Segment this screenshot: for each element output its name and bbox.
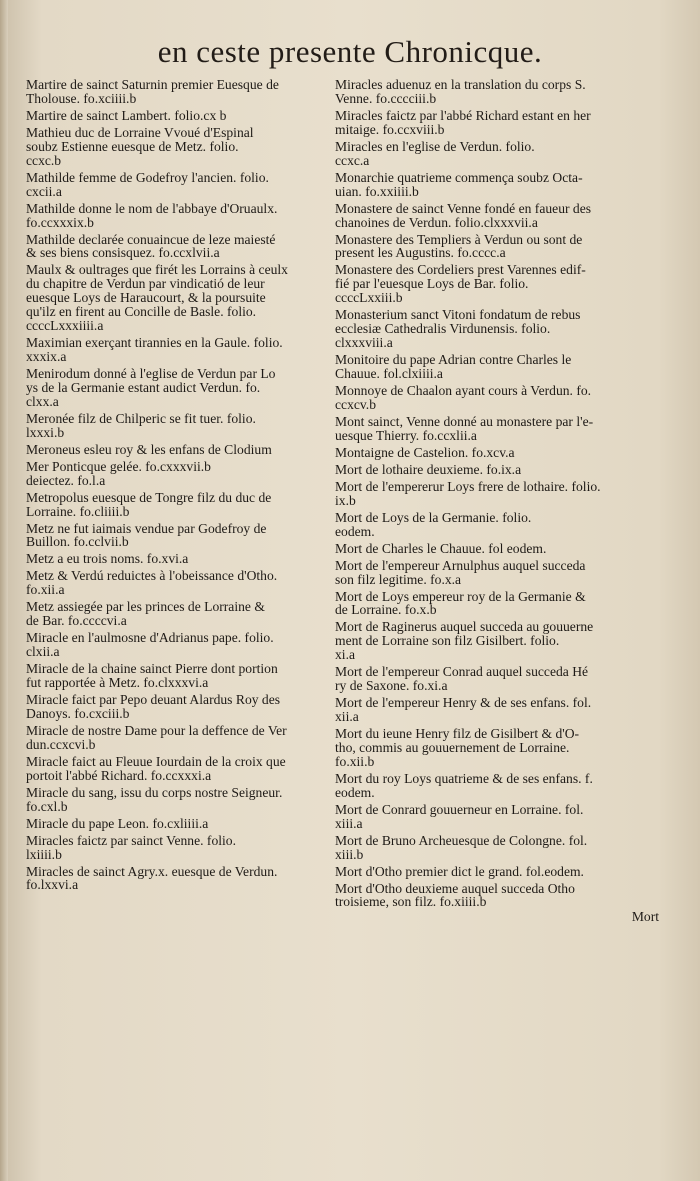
index-entry-line: Miracles aduenuz en la translation du corps S. — [335, 77, 586, 92]
index-entry — [26, 522, 344, 550]
index-entry-line: uian. fo.xxiiii.b — [335, 183, 419, 199]
index-entry — [26, 202, 344, 230]
index-entry-line: soubz Estienne euesque de Metz. folio. — [26, 138, 239, 154]
index-entry-line: dun.ccxcvi.b — [26, 736, 96, 752]
index-entry — [26, 491, 344, 519]
index-entry — [26, 786, 344, 814]
index-column-right — [335, 78, 663, 924]
index-column-left — [26, 78, 344, 895]
index-entry-line: Miracle en l'aulmosne d'Adrianus pape. folio. — [26, 630, 274, 646]
index-entry-line: qu'ilz en firent au Concille de Basle. folio. — [26, 304, 257, 320]
index-entry — [335, 480, 663, 508]
index-entry-line: cxcii.a — [26, 183, 62, 199]
index-entry-line: Tholouse. fo.xciiii.b — [26, 90, 137, 106]
index-entry-line: Mort d'Otho deuxieme auquel succeda Otho — [335, 880, 575, 896]
index-entry-line: Mathilde femme de Godefroy l'ancien. folio. — [26, 169, 269, 185]
index-entry-line: chanoines de Verdun. folio.clxxxvii.a — [335, 214, 538, 230]
index-entry-line: ccccLxxiii.b — [335, 290, 403, 306]
index-entry-line: xii.a — [335, 709, 359, 725]
index-entry-line: Meroneus esleu roy & les enfans de Clodium — [26, 441, 272, 457]
index-entry — [335, 727, 663, 769]
index-entry-line: Miracle du pape Leon. fo.cxliiii.a — [26, 815, 209, 831]
index-entry — [335, 78, 663, 106]
index-entry-line: present les Augustins. fo.cccc.a — [335, 245, 506, 261]
index-entry-line: xiii.b — [335, 846, 364, 862]
index-entry — [26, 126, 344, 168]
index-entry — [335, 865, 663, 879]
index-entry — [335, 109, 663, 137]
index-entry-line: Metz ne fut iaimais vendue par Godefroy de — [26, 520, 267, 536]
index-entry-line: fo.xii.b — [335, 753, 375, 769]
index-entry-line: Mort d'Otho premier dict le grand. fol.eodem. — [335, 863, 584, 879]
index-entry-line: Menirodum donné à l'eglise de Verdun par Lo — [26, 365, 276, 381]
index-entry — [26, 460, 344, 488]
index-entry — [335, 882, 663, 910]
index-entry-line: xiii.a — [335, 815, 363, 831]
index-entry-line: son filz legitime. fo.x.a — [335, 571, 462, 587]
index-entry-line: Miracles faictz par l'abbé Richard estant en her — [335, 107, 591, 123]
index-entry — [335, 384, 663, 412]
index-entry — [335, 559, 663, 587]
index-entry — [26, 367, 344, 409]
index-entry-line: fié par l'euesque Loys de Bar. folio. — [335, 276, 529, 292]
index-entry-line: Lorraine. fo.cliiii.b — [26, 503, 130, 519]
index-entry-line: xxxix.a — [26, 348, 67, 364]
index-entry-line: ccxc.a — [335, 152, 370, 168]
index-entry — [335, 803, 663, 831]
index-entry — [335, 446, 663, 460]
index-entry-line: Mort de l'empereur Conrad auquel succeda Hé — [335, 664, 589, 680]
index-entry-line: & ses biens consisquez. fo.ccxlvii.a — [26, 245, 220, 261]
index-entry — [26, 834, 344, 862]
index-entry-line: ecclesiæ Cathedralis Virdunensis. folio. — [335, 321, 551, 337]
index-entry-line: Mort de Bruno Archeuesque de Colongne. fol. — [335, 832, 588, 848]
index-entry-line: Mort de Loys empereur roy de la Germanie & — [335, 588, 586, 604]
index-entry-line: Monarchie quatrieme commença soubz Octa- — [335, 169, 583, 185]
index-entry — [26, 412, 344, 440]
index-entry-line: de Bar. fo.ccccvi.a — [26, 613, 127, 629]
index-entry-line: Buillon. fo.cclvii.b — [26, 534, 129, 550]
index-entry-line: du chapitre de Verdun par vindicatió de leur — [26, 276, 265, 292]
index-entry-line: Miracles faictz par sainct Venne. folio. — [26, 832, 236, 848]
index-entry-line: Mort du roy Loys quatrieme & de ses enfans. f. — [335, 770, 593, 786]
index-entry-line: Metz assiegée par les princes de Lorraine & — [26, 599, 265, 615]
index-entry — [335, 233, 663, 261]
index-entry — [335, 696, 663, 724]
index-entry — [26, 755, 344, 783]
index-entry — [26, 600, 344, 628]
index-entry-line: ys de la Germanie estant audict Verdun. fo. — [26, 379, 261, 395]
index-entry-line: uesque Thierry. fo.ccxlii.a — [335, 427, 477, 443]
index-entry-line: Martire de sainct Lambert. folio.cx b — [26, 107, 227, 123]
index-entry-line: lxxxi.b — [26, 424, 65, 440]
index-entry-line: fo.xii.a — [26, 582, 65, 598]
index-entry-line: fo.ccxxxix.b — [26, 214, 94, 230]
index-entry — [26, 78, 344, 106]
index-entry — [335, 308, 663, 350]
index-entry-line: Maulx & oultrages que firét les Lorrains à ceulx — [26, 262, 288, 278]
index-entry-line: Mer Ponticque gelée. fo.cxxxvii.b — [26, 458, 211, 474]
index-entry-line: lxiiii.b — [26, 846, 62, 862]
index-entry-line: Martire de sainct Saturnin premier Euesque de — [26, 77, 279, 92]
index-entry-line: ment de Lorraine son filz Gisilbert. folio. — [335, 633, 560, 649]
index-entry-line: xi.a — [335, 647, 356, 663]
index-entry — [335, 202, 663, 230]
index-entry-line: clxxxviii.a — [335, 335, 393, 351]
index-entry-line: Mathilde declarée conuaincue de leze maiesté — [26, 231, 276, 247]
page-gutter-shadow — [0, 0, 8, 1181]
index-entry — [335, 511, 663, 539]
index-entry-line: Metz a eu trois noms. fo.xvi.a — [26, 551, 189, 567]
index-entry-line: troisieme, son filz. fo.xiiii.b — [335, 894, 487, 910]
index-entry-line: Miracle de nostre Dame pour la deffence de Ver — [26, 722, 287, 738]
index-entry-line: Miracles de sainct Agry.x. euesque de Verdun. — [26, 863, 278, 879]
index-entry-line: Danoys. fo.cxciii.b — [26, 705, 130, 721]
index-entry-line: eodem. — [335, 784, 375, 800]
index-entry-line: Mathieu duc de Lorraine Vvoué d'Espinal — [26, 124, 254, 140]
index-entry — [335, 171, 663, 199]
index-entry-line: Mort de Charles le Chauue. fol eodem. — [335, 540, 547, 556]
page-heading: en ceste presente Chronicque. — [157, 34, 543, 69]
index-entry-line: Miracle de la chaine sainct Pierre dont portion — [26, 661, 278, 677]
index-entry-line: Monnoye de Chaalon ayant cours à Verdun. fo. — [335, 382, 592, 398]
index-entry — [26, 336, 344, 364]
index-entry-line: Mathilde donne le nom de l'abbaye d'Oruaulx. — [26, 200, 278, 216]
index-entry — [26, 631, 344, 659]
index-entry-line: Chauue. fol.clxiiii.a — [335, 365, 443, 381]
index-entry-line: Meronée filz de Chilperic se fit tuer. folio. — [26, 410, 256, 426]
index-entry — [335, 542, 663, 556]
index-entry-line: ccxcv.b — [335, 396, 377, 412]
index-entry-line: Metropolus euesque de Tongre filz du duc de — [26, 489, 272, 505]
index-entry-line: ccxc.b — [26, 152, 62, 168]
index-entry-line: mitaige. fo.ccxviii.b — [335, 121, 445, 137]
index-entry — [335, 772, 663, 800]
index-entry-line: Mort de lothaire deuxieme. fo.ix.a — [335, 461, 522, 477]
index-entry-line: Mort de l'empereur Arnulphus auquel succeda — [335, 557, 586, 573]
index-entry — [335, 140, 663, 168]
index-entry-line: deiectez. fo.l.a — [26, 472, 106, 488]
index-entry-line: Mont sainct, Venne donné au monastere par l'e- — [335, 413, 594, 429]
index-entry-line: Venne. fo.cccciii.b — [335, 90, 437, 106]
index-entry-line: Miracle faict au Fleuue Iourdain de la croix que — [26, 753, 286, 769]
index-entry — [26, 724, 344, 752]
index-entry — [26, 569, 344, 597]
index-entry-line: Mort de l'empererur Loys frere de lothaire. folio. — [335, 478, 601, 494]
index-entry-line: Mort de l'empereur Henry & de ses enfans. fol. — [335, 695, 592, 711]
index-entry-line: Mort de Raginerus auquel succeda au gouuerne — [335, 619, 594, 635]
index-entry-line: eodem. — [335, 523, 375, 539]
index-entry-line: Mort de Conrard gouuerneur en Lorraine. fol. — [335, 801, 584, 817]
index-entry-line: Miracle du sang, issu du corps nostre Seigneur. — [26, 784, 283, 800]
index-entry-line: Mort du ieune Henry filz de Gisilbert & d'O- — [335, 726, 580, 742]
index-entry-line: fo.cxl.b — [26, 798, 68, 814]
index-entry-line: euesque Loys de Haraucourt, & la poursuite — [26, 290, 266, 306]
index-entry-line: ix.b — [335, 492, 356, 508]
index-entry — [335, 263, 663, 305]
index-entry-line: ry de Saxone. fo.xi.a — [335, 678, 448, 694]
index-entry — [335, 665, 663, 693]
index-entry — [335, 415, 663, 443]
index-entry — [26, 662, 344, 690]
index-entry — [335, 834, 663, 862]
index-entry-line: ccccLxxxiiii.a — [26, 318, 104, 334]
index-entry — [26, 865, 344, 893]
index-entry-line: tho, commis au gouuernement de Lorraine. — [335, 739, 570, 755]
index-entry — [26, 109, 344, 123]
index-entry-line: Monasterium sanct Vitoni fondatum de rebus — [335, 307, 581, 323]
index-entry-line: Montaigne de Castelion. fo.xcv.a — [335, 444, 515, 460]
index-entry — [26, 443, 344, 457]
index-entry-line: Monastere des Templiers à Verdun ou sont de — [335, 231, 583, 247]
index-entry — [26, 552, 344, 566]
index-entry — [335, 463, 663, 477]
index-entry-line: Monitoire du pape Adrian contre Charles le — [335, 352, 572, 368]
index-entry — [26, 817, 344, 831]
index-entry-line: Monastere de sainct Venne fondé en faueur des — [335, 200, 592, 216]
index-entry-line: Metz & Verdú reduictes à l'obeissance d'Otho. — [26, 568, 278, 584]
index-entry-line: clxii.a — [26, 644, 60, 660]
index-entry-line: fo.lxxvi.a — [26, 877, 79, 893]
index-entry-line: Miracle faict par Pepo deuant Alardus Roy des — [26, 692, 281, 708]
index-entry — [26, 233, 344, 261]
index-entry-line: fut rapportée à Metz. fo.clxxxvi.a — [26, 675, 209, 691]
index-entry-line: Miracles en l'eglise de Verdun. folio. — [335, 138, 535, 154]
index-entry — [26, 693, 344, 721]
index-entry-line: de Lorraine. fo.x.b — [335, 602, 437, 618]
index-entry — [26, 171, 344, 199]
index-entry-line: Monastere des Cordeliers prest Varennes edif- — [335, 262, 586, 278]
index-entry-line: portoit l'abbé Richard. fo.ccxxxi.a — [26, 767, 212, 783]
index-entry-line: Maximian exerçant tirannies en la Gaule. folio. — [26, 335, 283, 351]
index-entry — [26, 263, 344, 333]
catchword: Mort — [631, 909, 659, 925]
index-entry-line: Mort de Loys de la Germanie. folio. — [335, 509, 532, 525]
index-entry-line: clxx.a — [26, 393, 59, 409]
index-entry — [335, 353, 663, 381]
index-entry — [335, 620, 663, 662]
index-entry — [335, 590, 663, 618]
